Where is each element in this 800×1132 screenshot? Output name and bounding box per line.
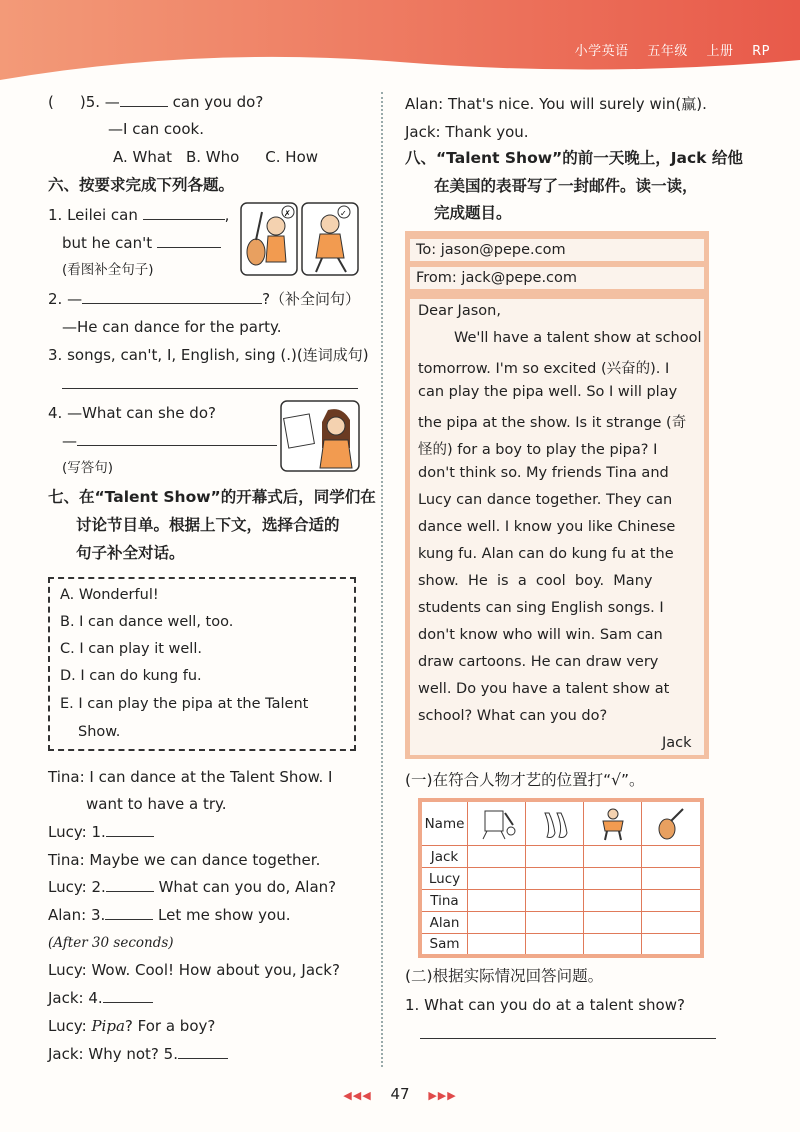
q6-1-line-b: but he can't [62, 233, 221, 253]
q6-2-line: 2. — ?（补全问句） [48, 290, 361, 308]
dialogue-3: Tina: Maybe we can dance together. [48, 851, 321, 869]
email-signature: Jack [662, 735, 692, 751]
tick-cell[interactable] [642, 890, 700, 912]
option-e-cont: Show. [78, 724, 121, 740]
answer-blank[interactable] [105, 905, 153, 920]
kungfu-icon [584, 802, 642, 846]
email-from: From: jack@pepe.com [410, 267, 704, 289]
talent-table [418, 798, 704, 958]
dialogue-5: Alan: 3. Let me show you. [48, 906, 291, 924]
dialogue-8: Jack: 4. [48, 988, 153, 1008]
email-line: students can sing English songs. I [418, 600, 664, 616]
tick-cell[interactable] [468, 934, 526, 954]
table-header-name: Name [422, 802, 468, 846]
email-line: tomorrow. I'm so excited (兴奋的). I [418, 361, 670, 377]
name-sam: Sam [422, 934, 468, 954]
section-7-title-2: 讨论节目单。根据上下文，选择合适的 [76, 516, 340, 534]
tick-cell[interactable] [584, 934, 642, 954]
answer-blank[interactable] [178, 1044, 228, 1059]
dance-shoes-icon [526, 802, 584, 846]
dialogue-alan: Alan: That's nice. You will surely win(赢). [405, 95, 707, 113]
q6-3-line: 3. songs, can't, I, English, sing (.)(连词成句) [48, 346, 369, 364]
section-8-title-2: 在美国的表哥写了一封邮件。读一读， [434, 177, 698, 195]
dialogue-2: Lucy: 1. [48, 822, 154, 842]
boy-pipa-kungfu-illustration [240, 202, 360, 276]
answer-blank[interactable] [106, 877, 154, 892]
q6-3-answer-line[interactable] [62, 388, 358, 389]
dialogue-1b: want to have a try. [86, 795, 227, 813]
name-alan: Alan [422, 912, 468, 934]
answer-blank[interactable] [157, 233, 221, 248]
answer-blank[interactable] [103, 988, 153, 1003]
tick-cell[interactable] [468, 868, 526, 890]
pipa-icon [642, 802, 700, 846]
section-6-title: 六、按要求完成下列各题。 [48, 176, 235, 194]
task-2-title: (二)根据实际情况回答问题。 [405, 967, 604, 985]
q6-1-line-a: 1. Leilei can , [48, 206, 230, 224]
answer-blank[interactable] [106, 822, 154, 837]
q6-4-answer-line: — [62, 431, 277, 451]
q5-line: ( )5. — can you do? [48, 93, 264, 111]
page-number: 47 [390, 1085, 410, 1103]
stage-direction: (After 30 seconds) [48, 935, 174, 951]
answer-blank[interactable] [77, 431, 277, 446]
svg-text:✓: ✓ [340, 209, 347, 218]
answer-blank[interactable] [143, 205, 225, 220]
tick-cell[interactable] [468, 846, 526, 868]
dialogue-10: Jack: Why not? 5. [48, 1044, 228, 1064]
dialogue-7: Lucy: Wow. Cool! How about you, Jack? [48, 961, 340, 979]
svg-text:✗: ✗ [284, 209, 291, 218]
tick-cell[interactable] [526, 868, 584, 890]
prev-arrows-icon: ◀◀◀ [343, 1089, 372, 1102]
email-line: draw cartoons. He can draw very [418, 654, 659, 670]
answer-blank[interactable] [120, 92, 168, 107]
tick-cell[interactable] [642, 912, 700, 934]
next-arrows-icon: ▶▶▶ [428, 1089, 457, 1102]
email-box [405, 231, 709, 759]
dialogue-9: Lucy: Pipa? For a boy? [48, 1017, 216, 1035]
q6-1-hint: (看图补全句子) [62, 262, 154, 278]
email-line: don't know who will win. Sam can [418, 627, 663, 643]
option-a: A. Wonderful! [60, 587, 159, 603]
name-jack: Jack [422, 846, 468, 868]
option-c: C. I can play it well. [60, 641, 202, 657]
option-b: B. I can dance well, too. [60, 614, 234, 630]
section-7-title-1: 七、在“Talent Show”的开幕式后，同学们在 [48, 488, 376, 506]
tick-cell[interactable] [526, 934, 584, 954]
email-line: don't think so. My friends Tina and [418, 465, 669, 481]
tick-cell[interactable] [526, 890, 584, 912]
tick-cell[interactable] [526, 846, 584, 868]
edition: RP [752, 44, 770, 59]
page-footer [0, 1085, 800, 1103]
tick-cell[interactable] [584, 846, 642, 868]
tick-cell[interactable] [584, 912, 642, 934]
q6-4-hint: (写答句) [62, 460, 114, 476]
task-1-title: (一)在符合人物才艺的位置打“√”。 [405, 771, 645, 789]
email-line: show. He is a cool boy. Many [418, 573, 653, 589]
name-lucy: Lucy [422, 868, 468, 890]
section-8-title-1: 八、“Talent Show”的前一天晚上，Jack 给他 [405, 149, 743, 167]
email-line: dance well. I know you like Chinese [418, 519, 676, 535]
option-d: D. I can do kung fu. [60, 668, 202, 684]
q5-options: A. What B. Who C. How [113, 148, 319, 166]
column-divider [381, 92, 383, 1067]
dialogue-jack: Jack: Thank you. [405, 123, 529, 141]
email-to: To: jason@pepe.com [410, 239, 704, 261]
email-line: school? What can you do? [418, 708, 608, 724]
tick-cell[interactable] [468, 912, 526, 934]
task-2-question: 1. What can you do at a talent show? [405, 996, 685, 1014]
tick-cell[interactable] [468, 890, 526, 912]
tick-cell[interactable] [584, 890, 642, 912]
girl-drawing-illustration [280, 400, 360, 472]
tick-cell[interactable] [526, 912, 584, 934]
email-line: the pipa at the show. Is it strange (奇 [418, 415, 687, 431]
email-line: Dear Jason, [418, 303, 501, 319]
q6-4-question: 4. —What can she do? [48, 404, 216, 422]
answer-blank[interactable] [82, 289, 262, 304]
email-line: kung fu. Alan can do kung fu at the [418, 546, 674, 562]
dialogue-1: Tina: I can dance at the Talent Show. I [48, 768, 333, 786]
section-7-options-box [48, 577, 356, 751]
term: 上册 [706, 44, 734, 59]
section-7-title-3: 句子补全对话。 [76, 544, 185, 562]
q5-answer: —I can cook. [108, 120, 204, 138]
section-8-title-3: 完成题目。 [434, 204, 512, 222]
email-line: Lucy can dance together. They can [418, 492, 673, 508]
email-line: can play the pipa well. So I will play [418, 384, 678, 400]
email-body [410, 299, 704, 755]
email-line: 怪的) for a boy to play the pipa? I [418, 442, 658, 458]
grade: 五年级 [647, 44, 688, 59]
option-e: E. I can play the pipa at the Talent [60, 696, 309, 712]
dialogue-4: Lucy: 2. What can you do, Alan? [48, 878, 337, 896]
q6-2-answer: —He can dance for the party. [62, 318, 282, 336]
name-tina: Tina [422, 890, 468, 912]
header-info [561, 40, 770, 59]
tick-cell[interactable] [642, 846, 700, 868]
email-line: We'll have a talent show at school [454, 330, 702, 346]
draw-icon [468, 802, 526, 846]
task-2-answer-line[interactable] [420, 1038, 716, 1039]
tick-cell[interactable] [584, 868, 642, 890]
email-line: well. Do you have a talent show at [418, 681, 670, 697]
book-title: 小学英语 [574, 44, 629, 59]
tick-cell[interactable] [642, 868, 700, 890]
tick-cell[interactable] [642, 934, 700, 954]
